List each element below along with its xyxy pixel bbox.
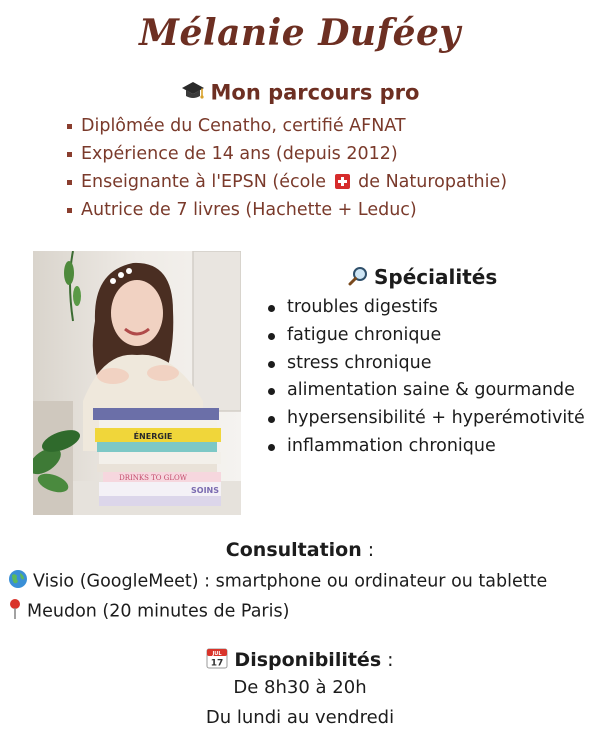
specialites-heading	[348, 265, 497, 291]
parcours-item: Diplômée du Cenatho, certifié AFNAT	[66, 112, 507, 140]
specialite-item: fatigue chronique	[268, 322, 585, 350]
portrait-photo	[33, 251, 241, 515]
parcours-item: Enseignante à l'EPSN (école de Naturopathie)	[66, 168, 507, 196]
book-title: ÉNERGIE	[133, 432, 173, 441]
svg-text:JUL: JUL	[212, 651, 222, 657]
pin-icon	[8, 598, 22, 625]
specialite-item: hypersensibilité + hyperémotivité	[268, 405, 585, 433]
graduation-cap-icon	[181, 80, 205, 107]
disponibilites-heading: JUL 17 Disponibilités :	[0, 647, 600, 674]
book-title: DRINKS TO GLOW	[119, 474, 187, 482]
magnifying-glass-icon	[348, 266, 368, 291]
book-title: SOINS	[191, 486, 219, 495]
svg-text:17: 17	[211, 658, 224, 669]
swiss-flag-icon	[335, 174, 350, 189]
consultation-heading: Consultation :	[225, 539, 375, 561]
disponibilites-hours: De 8h30 à 20h	[233, 677, 367, 698]
parcours-list	[66, 112, 507, 224]
parcours-heading-text: Mon parcours pro	[210, 80, 420, 105]
consultation-lieu: Meudon (20 minutes de Paris)	[8, 598, 289, 625]
calendar-icon	[206, 647, 228, 674]
specialite-item: inflammation chronique	[268, 433, 585, 461]
page-title: Mélanie Duféey	[139, 12, 461, 54]
parcours-heading	[0, 80, 600, 107]
consultation-visio: Visio (GoogleMeet) : smartphone ou ordinateur ou tablette	[8, 569, 547, 594]
disponibilites-days: Du lundi au vendredi	[205, 707, 395, 728]
specialite-item: stress chronique	[268, 350, 585, 378]
specialite-item: alimentation saine & gourmande	[268, 377, 585, 405]
specialites-list	[268, 294, 585, 461]
parcours-item: Autrice de 7 livres (Hachette + Leduc)	[66, 196, 507, 224]
specialites-heading-text: Spécialités	[374, 265, 498, 289]
globe-icon	[8, 569, 28, 594]
specialite-item: troubles digestifs	[268, 294, 585, 322]
parcours-item: Expérience de 14 ans (depuis 2012)	[66, 140, 507, 168]
